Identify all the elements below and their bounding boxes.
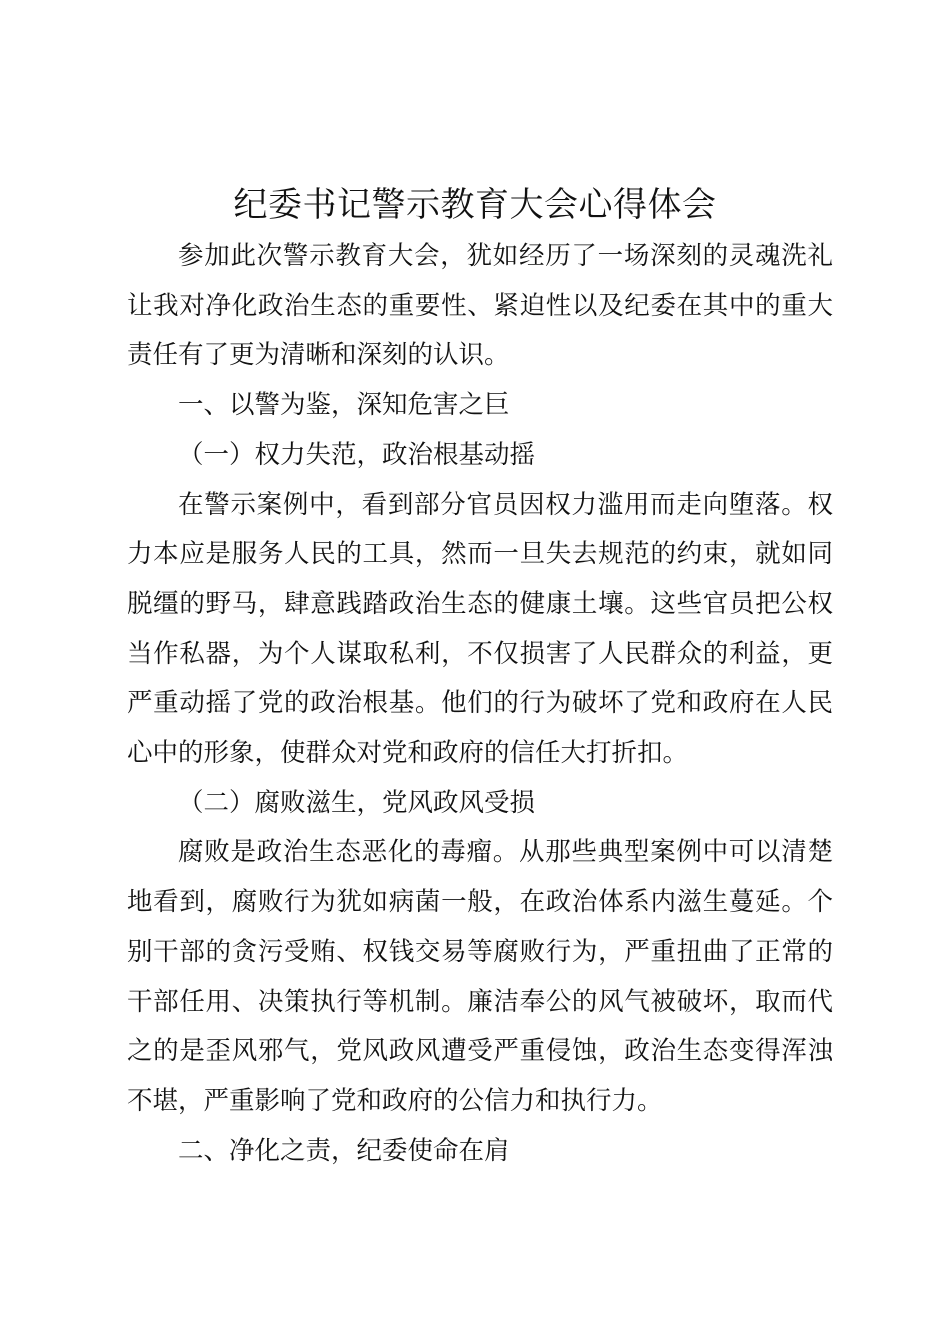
document-title: 纪委书记警示教育大会心得体会 [233, 185, 717, 225]
subsection-heading-1-1: （一）权力失范，政治根基动摇 [178, 439, 536, 470]
body-paragraph-1-2: 腐败是政治生态恶化的毒瘤。从那些典型案例中可以清楚地看到，腐败行为犹如病菌一般，在政治体系内滋生蔓延。个别干部的贪污受贿、权钱交易等腐败行为，严重扭曲了正常的干部任用、决策执行等机制。廉洁奉公的风气被破坏，取而代之的是歪风邪气，党风政风遭受严重侵蚀，政治生态变得浑浊不堪，严重影响了党和政府的公信力和执行力。 [127, 837, 833, 1116]
intro-paragraph: 参加此次警示教育大会，犹如经历了一场深刻的灵魂洗礼让我对净化政治生态的重要性、紧迫性以及纪委在其中的重大责任有了更为清晰和深刻的认识。 [127, 241, 833, 371]
document-body [127, 232, 833, 1176]
subsection-heading-1-2: （二）腐败滋生，党风政风受损 [178, 787, 536, 818]
section-heading-2: 二、净化之责，纪委使命在肩 [178, 1135, 510, 1166]
body-paragraph-1-1: 在警示案例中，看到部分官员因权力滥用而走向堕落。权力本应是服务人民的工具，然而一旦失去规范的约束，就如同脱缰的野马，肆意践踏政治生态的健康土壤。这些官员把公权当作私器，为个人谋取私利，不仅损害了人民群众的利益，更严重动摇了党的政治根基。他们的行为破坏了党和政府在人民心中的形象，使群众对党和政府的信任大打折扣。 [127, 489, 833, 769]
section-heading-1: 一、以警为鉴，深知危害之巨 [178, 390, 510, 421]
